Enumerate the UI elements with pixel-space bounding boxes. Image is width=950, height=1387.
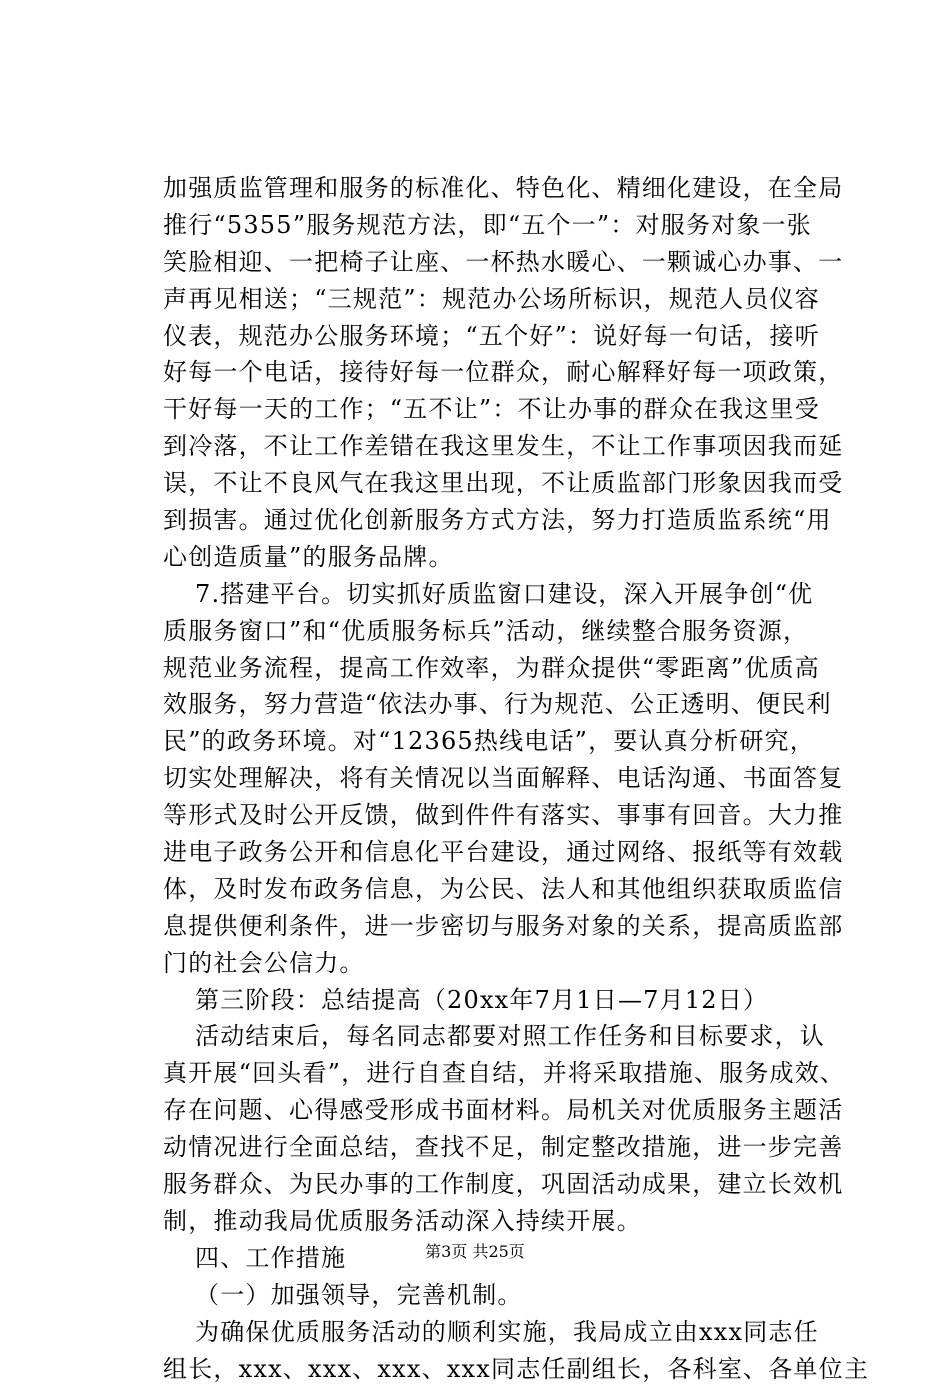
text-line: 制，推动我局优质服务活动深入持续开展。 [163,1203,803,1240]
text-line: 为确保优质服务活动的顺利实施，我局成立由xxx同志任 [163,1314,803,1351]
section-heading [163,982,803,1019]
text-line: （一）加强领导，完善机制。 [163,1277,803,1314]
page-number: 第3页 共25页 [425,1242,525,1261]
text-line: 干好每一天的工作；“五不让”：不让办事的群众在我这里受 [163,391,803,428]
text-line: 组长，xxx、xxx、xxx、xxx同志任副组长，各科室、各单位主 [163,1351,803,1387]
paragraph [163,1314,803,1387]
text-line: 存在问题、心得感受形成书面材料。局机关对优质服务主题活 [163,1092,803,1129]
text-line: 笑脸相迎、一把椅子让座、一杯热水暖心、一颗诚心办事、一 [163,244,803,281]
text-line: 好每一个电话，接待好每一位群众，耐心解释好每一项政策， [163,354,803,391]
text-line: 体，及时发布政务信息，为公民、法人和其他组织获取质监信 [163,871,803,908]
text-line: 仪表，规范办公服务环境；“五个好”：说好每一句话，接听 [163,318,803,355]
text-line: 活动结束后，每名同志都要对照工作任务和目标要求，认 [163,1018,803,1055]
text-line: 误，不让不良风气在我这里出现，不让质监部门形象因我而受 [163,465,803,502]
text-line: 服务群众、为民办事的工作制度，巩固活动成果，建立长效机 [163,1166,803,1203]
text-line: 切实处理解决，将有关情况以当面解释、电话沟通、书面答复 [163,760,803,797]
text-line: 等形式及时公开反馈，做到件件有落实、事事有回音。大力推 [163,797,803,834]
text-line: 质服务窗口”和“优质服务标兵”活动，继续整合服务资源， [163,613,803,650]
text-line: 规范业务流程，提高工作效率，为群众提供“零距离”优质高 [163,650,803,687]
text-line: 到冷落，不让工作差错在我这里发生，不让工作事项因我而延 [163,428,803,465]
text-line: 民”的政务环境。对“12365热线电话”，要认真分析研究， [163,723,803,760]
subsection-heading [163,1277,803,1314]
text-line: 推行“5355”服务规范方法，即“五个一”：对服务对象一张 [163,207,803,244]
text-line: 7.搭建平台。切实抓好质监窗口建设，深入开展争创“优 [163,576,803,613]
paragraph [163,1018,803,1239]
text-line: 加强质监管理和服务的标准化、特色化、精细化建设，在全局 [163,170,803,207]
document-body [163,170,803,1387]
text-line: 四、工作措施 [163,1240,803,1277]
text-line: 效服务，努力营造“依法办事、行为规范、公正透明、便民利 [163,686,803,723]
text-line: 动情况进行全面总结，查找不足，制定整改措施，进一步完善 [163,1129,803,1166]
text-line: 真开展“回头看”，进行自查自结，并将采取措施、服务成效、 [163,1055,803,1092]
page-footer [0,1242,950,1262]
text-line: 到损害。通过优化创新服务方式方法，努力打造质监系统“用 [163,502,803,539]
paragraph [163,170,803,576]
text-line: 声再见相送；“三规范”：规范办公场所标识，规范人员仪容 [163,281,803,318]
text-line: 第三阶段：总结提高（20xx年7月1日—7月12日） [163,982,803,1019]
paragraph [163,576,803,982]
text-line: 进电子政务公开和信息化平台建设，通过网络、报纸等有效载 [163,834,803,871]
text-line: 息提供便利条件，进一步密切与服务对象的关系，提高质监部 [163,908,803,945]
text-line: 门的社会公信力。 [163,945,803,982]
text-line: 心创造质量”的服务品牌。 [163,539,803,576]
